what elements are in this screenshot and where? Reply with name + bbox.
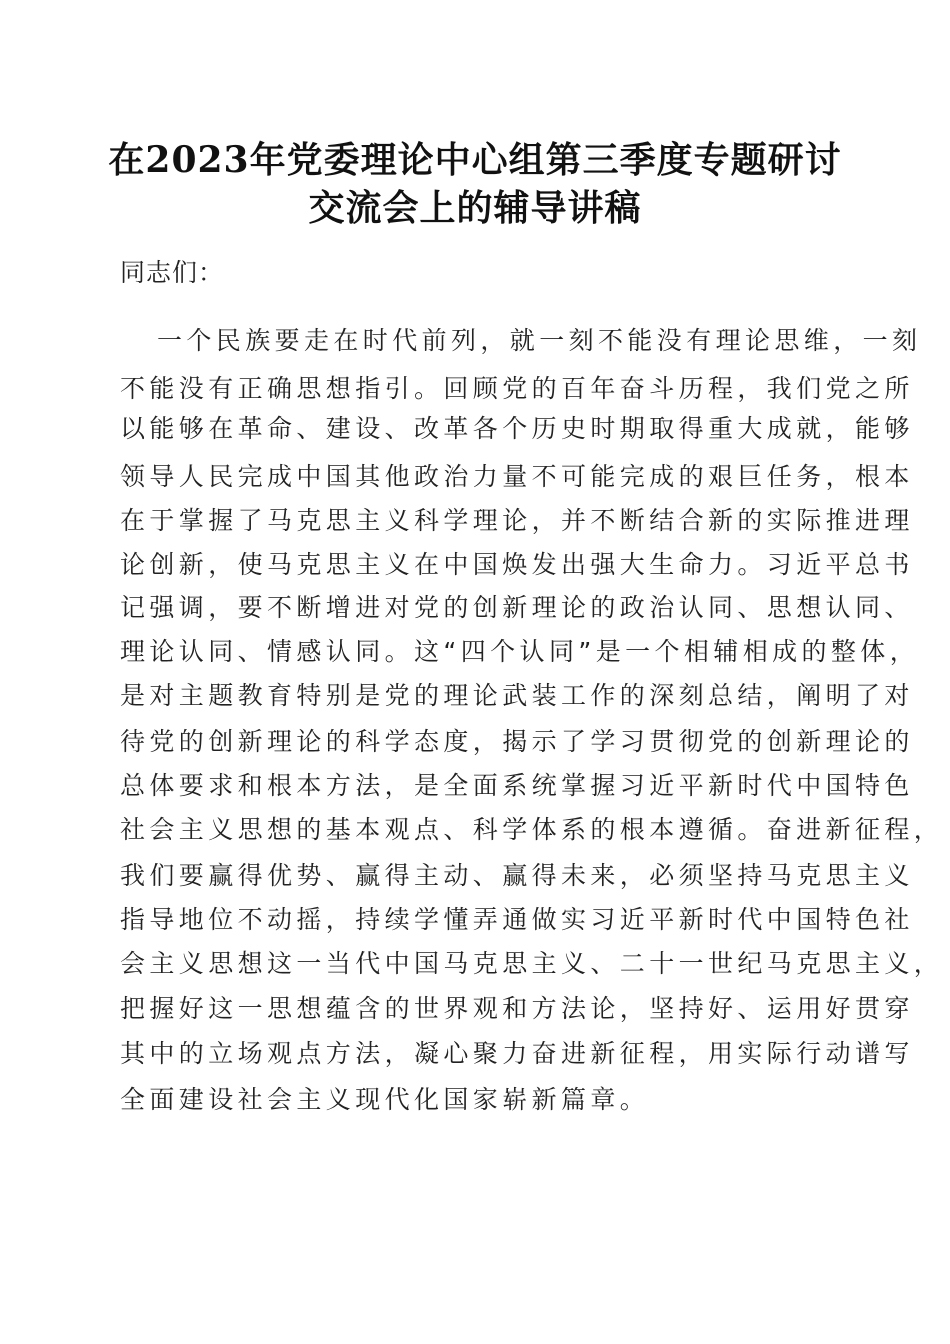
body-line: 在于掌握了马克思主义科学理论，并不断结合新的实际推进理 [120,506,914,535]
salutation: 同志们： [120,258,225,287]
document-title-line-2: 交流会上的辅导讲稿 [308,187,642,229]
body-line: 全面建设社会主义现代化国家崭新篇章。 [120,1085,650,1114]
body-line: 我们要赢得优势、赢得主动、赢得未来，必须坚持马克思主义 [120,861,914,890]
body-line: 记强调，要不断增进对党的创新理论的政治认同、思想认同、 [120,593,914,622]
body-line: 待党的创新理论的科学态度，揭示了学习贯彻党的创新理论的 [120,727,914,756]
body-line: 不能没有正确思想指引。回顾党的百年奋斗历程，我们党之所 [120,374,914,403]
body-line: 把握好这一思想蕴含的世界观和方法论，坚持好、运用好贯穿 [120,994,914,1023]
body-line: 理论认同、情感认同。这“四个认同”是一个相辅相成的整体， [120,637,920,666]
body-line: 是对主题教育特别是党的理论武装工作的深刻总结，阐明了对 [120,681,914,710]
body-line: 总体要求和根本方法，是全面系统掌握习近平新时代中国特色 [120,771,914,800]
body-line: 以能够在革命、建设、改革各个历史时期取得重大成就，能够 [120,414,914,443]
body-line: 一个民族要走在时代前列，就一刻不能没有理论思维，一刻 [157,326,922,355]
body-line: 领导人民完成中国其他政治力量不可能完成的艰巨任务，根本 [120,462,914,491]
body-line: 会主义思想这一当代中国马克思主义、二十一世纪马克思主义， [120,949,944,978]
body-line: 其中的立场观点方法，凝心聚力奋进新征程，用实际行动谱写 [120,1039,914,1068]
body-line: 指导地位不动摇，持续学懂弄通做实习近平新时代中国特色社 [120,905,914,934]
document-title-line-1: 在2023年党委理论中心组第三季度专题研讨 [108,139,842,181]
body-line: 论创新，使马克思主义在中国焕发出强大生命力。习近平总书 [120,550,914,579]
body-line: 社会主义思想的基本观点、科学体系的根本遵循。奋进新征程， [120,815,944,844]
